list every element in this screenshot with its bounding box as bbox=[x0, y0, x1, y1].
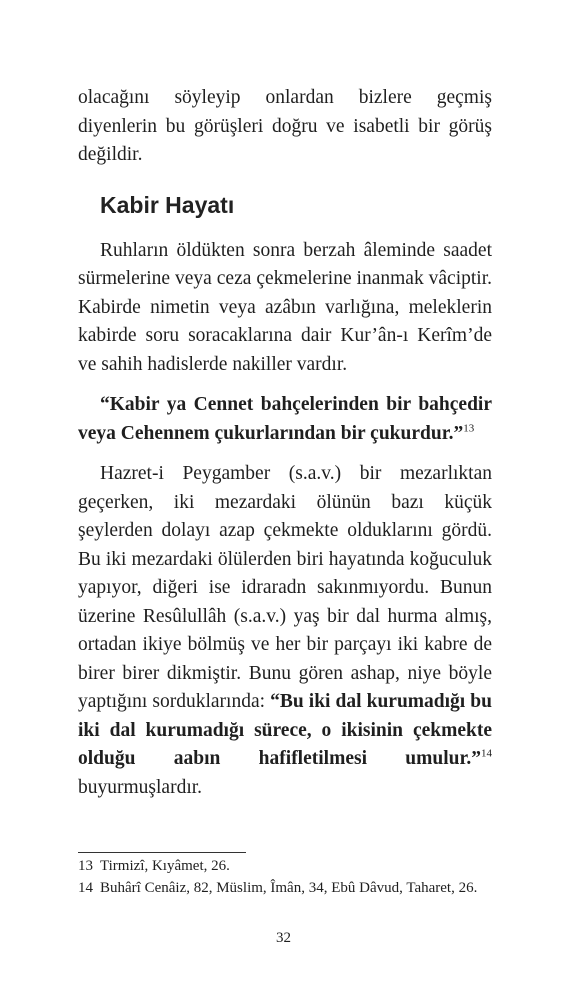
paragraph-berzah: Ruhların öldükten sonra berzah âleminde saadet sürmelerine veya ceza çekmelerine inanmak vâciptir. Kabirde nimetin veya azâbın varlığına, meleklerin kabirde soru soracaklarına dair Kur’ân-ı Kerîm’de ve sahih hadislerde nakiller vardır. bbox=[78, 239, 492, 375]
paragraph-story-text: Hazret-i Peygamber (s.a.v.) bir mezarlıktan geçerken, iki mezardaki ölünün bazı küçük şeylerden dolayı azap çekmekte olduklarını gördü. Bu iki mezardaki ölülerden biri hayatında koğuculuk yapıyor, diğeri ise idraradn sakınmıyordu. Bunun üzerine Resûlullâh (s.a.v.) yaş bir dal hurma almış, ortadan ikiye bölmüş ve her bir parçayı iki kabre de birer birer dikmiştir. Bunu gören ashap, niye böyle yaptığını sorduklarında: bbox=[78, 463, 492, 712]
footnotes bbox=[78, 856, 492, 900]
footnote-number: 14 bbox=[78, 880, 93, 896]
paragraph-story-end: buyurmuşlardır. bbox=[78, 776, 203, 798]
page-body bbox=[78, 84, 492, 802]
footnote-text: Buhârî Cenâiz, 82, Müslim, Îmân, 34, Ebû Dâvud, Taharet, 26. bbox=[100, 880, 478, 896]
section-heading: Kabir Hayatı bbox=[100, 191, 235, 218]
footnote-divider bbox=[78, 852, 246, 853]
footnote-14 bbox=[78, 878, 492, 898]
paragraph-story bbox=[78, 460, 492, 802]
hadith-quote-1 bbox=[78, 391, 492, 448]
hadith-quote-2: “Bu iki dal kurumadığı bu iki dal kurumadığı sürece, o ikisinin çekmekte olduğu aabın hafifletilmesi umulur.” bbox=[78, 691, 492, 769]
footnote-ref-14[interactable]: 14 bbox=[481, 747, 492, 760]
page-number: 32 bbox=[276, 930, 291, 946]
footnote-ref-13[interactable]: 13 bbox=[463, 422, 475, 434]
footnote-number: 13 bbox=[78, 858, 93, 874]
footnote-text: Tirmizî, Kıyâmet, 26. bbox=[100, 858, 230, 874]
hadith-quote-1-text: “Kabir ya Cennet bahçelerinden bir bahçedir veya Cehennem çukurlarından bir çukurdur.” bbox=[78, 394, 492, 444]
intro-paragraph: olacağını söyleyip onlardan bizlere geçmiş diyenlerin bu görüşleri doğru ve isabetli bir görüş değildir. bbox=[78, 87, 492, 165]
footnote-13 bbox=[78, 856, 492, 876]
